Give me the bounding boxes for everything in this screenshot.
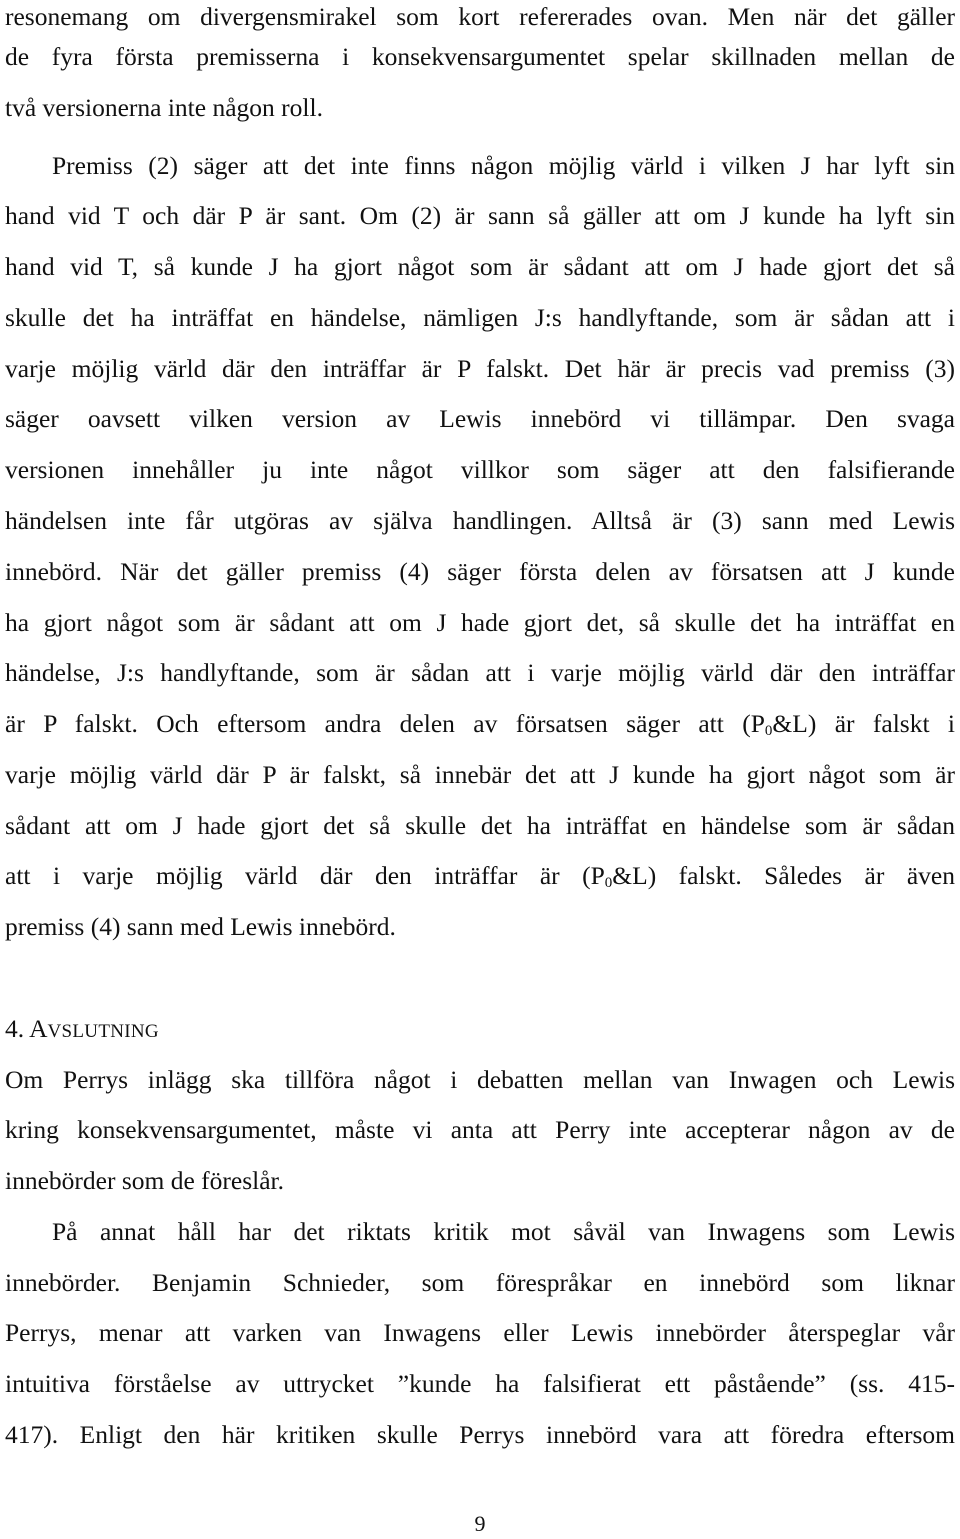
- text-line: säger oavsett vilken version av Lewis innebörd vi tillämpar. Den svaga: [5, 404, 955, 433]
- text-line: innebörder. Benjamin Schnieder, som förespråkar en innebörd som liknar: [5, 1268, 955, 1297]
- text-line: versionen innehåller ju inte något villkor som säger att den falsifierande: [5, 455, 955, 484]
- text-line: hand vid T och där P är sant. Om (2) är sann så gäller att om J kunde ha lyft sin: [5, 201, 955, 230]
- text-line: Perrys, menar att varken van Inwagens eller Lewis innebörder återspeglar vår: [5, 1318, 955, 1347]
- text-line: skulle det ha inträffat en händelse, nämligen J:s handlyftande, som är sådan att i: [5, 303, 955, 332]
- text-line: två versionerna inte någon roll.: [5, 93, 323, 122]
- text-line: sådant att om J hade gjort det så skulle det ha inträffat en händelse som är sådan: [5, 811, 955, 840]
- text-line: premiss (4) sann med Lewis innebörd.: [5, 912, 396, 941]
- text-line: varje möjlig värld där P är falskt, så innebär det att J kunde ha gjort något som är: [5, 760, 955, 789]
- text-line: de fyra första premisserna i konsekvensargumentet spelar skillnaden mellan de: [5, 42, 955, 71]
- text-segment: att i varje möjlig värld där den inträffar är (P: [5, 861, 605, 890]
- heading-rest: VSLUTNING: [47, 1021, 159, 1042]
- text-line: [5, 707, 955, 741]
- text-line: intuitiva förståelse av uttrycket ”kunde ha falsifierat ett påstående” (ss. 415-: [5, 1369, 955, 1398]
- text-line: varje möjlig värld där den inträffar är P falskt. Det här är precis vad premiss (3): [5, 354, 955, 383]
- text-line: [5, 859, 955, 893]
- text-segment: &L) är falskt i: [772, 709, 955, 738]
- text-line: händelsen inte får utgöras av själva handlingen. Alltså är (3) sann med Lewis: [5, 506, 955, 535]
- text-line: innebörd. När det gäller premiss (4) säger första delen av försatsen att J kunde: [5, 557, 955, 586]
- text-line: 417). Enligt den här kritiken skulle Perrys innebörd vara att föredra eftersom: [5, 1420, 955, 1449]
- text-line: resonemang om divergensmirakel som kort refererades ovan. Men när det gäller: [5, 2, 955, 31]
- subscript: 0: [764, 723, 773, 739]
- text-line: innebörder som de föreslår.: [5, 1166, 284, 1195]
- text-line: ha gjort något som är sådant att om J hade gjort det, så skulle det ha inträffat en: [5, 608, 955, 637]
- text-segment: är P falskt. Och eftersom andra delen av försatsen säger att (P: [5, 709, 765, 738]
- text-segment: &L) falskt. Således är även: [612, 861, 955, 890]
- heading-initial: A: [29, 1014, 48, 1043]
- text-line: hand vid T, så kunde J ha gjort något som är sådant att om J hade gjort det så: [5, 252, 955, 281]
- text-line: kring konsekvensargumentet, måste vi anta att Perry inte accepterar någon av de: [5, 1115, 955, 1144]
- text-line: Om Perrys inlägg ska tillföra något i debatten mellan van Inwagen och Lewis: [5, 1065, 955, 1094]
- subscript: 0: [604, 875, 613, 891]
- page-number: 9: [474, 1511, 486, 1536]
- text-line: På annat håll har det riktats kritik mot såväl van Inwagens som Lewis: [52, 1217, 955, 1246]
- section-heading: [5, 1012, 955, 1046]
- text-line: Premiss (2) säger att det inte finns någon möjlig värld i vilken J har lyft sin: [52, 151, 955, 180]
- heading-number: 4.: [5, 1014, 30, 1043]
- text-line: händelse, J:s handlyftande, som är sådan att i varje möjlig värld där den inträffar: [5, 658, 955, 687]
